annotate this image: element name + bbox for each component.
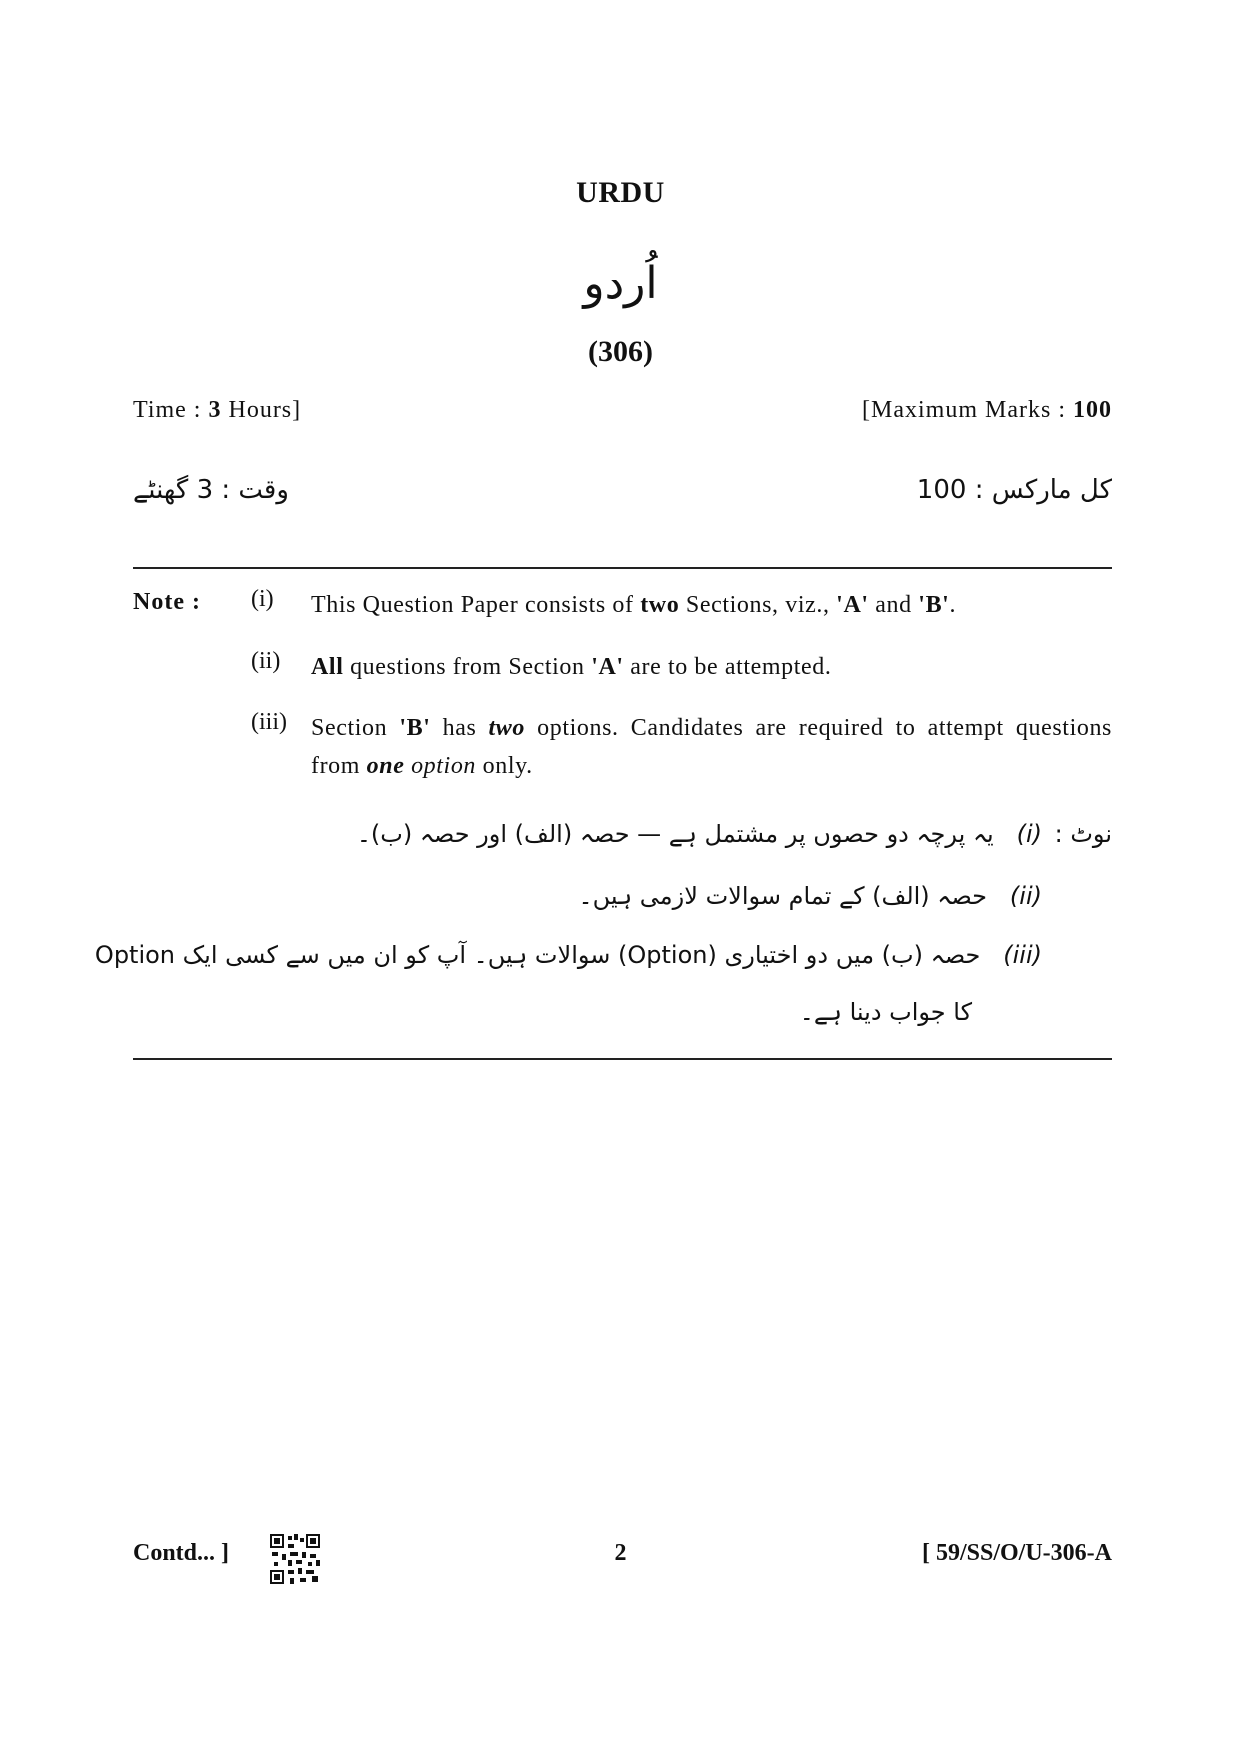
note-emphasis: 'B' — [918, 592, 950, 618]
time-suffix: Hours] — [221, 397, 302, 423]
time-allowed-urdu: وقت : 3 گھنٹے — [133, 475, 289, 505]
maximum-marks — [862, 397, 1112, 424]
note-text: has — [430, 715, 489, 741]
urdu-note-item-1 — [357, 820, 1042, 848]
note-text: Sections, viz., — [679, 592, 837, 618]
note-emphasis: two — [640, 592, 680, 618]
note-text: Section — [311, 715, 400, 741]
paper-reference-code: [ 59/SS/O/U-306-A — [921, 1540, 1112, 1566]
urdu-note-number: (ii) — [1009, 882, 1042, 910]
note-emphasis: 'A' — [836, 592, 869, 618]
urdu-note-text: حصہ (الف) کے تمام سوالات لازمی ہیں۔ — [578, 882, 988, 910]
urdu-note-item-3-continued: کا جواب دینا ہے۔ — [799, 998, 972, 1026]
divider-top — [133, 567, 1112, 569]
urdu-note-number: (iii) — [1003, 941, 1042, 969]
note-emphasis: option — [411, 753, 477, 779]
note-emphasis: 'A' — [591, 654, 624, 680]
note-item-2 — [311, 648, 1112, 686]
time-value: 3 — [208, 397, 222, 423]
time-allowed — [133, 397, 301, 424]
note-text: questions from Section — [343, 654, 592, 680]
urdu-note-item-3 — [95, 941, 1042, 969]
note-emphasis: one — [366, 753, 405, 779]
maximum-marks-urdu: کل مارکس : 100 — [916, 475, 1112, 505]
note-text: are to be attempted. — [623, 654, 832, 680]
note-text: This Question Paper consists of — [311, 592, 641, 618]
marks-value: 100 — [1073, 397, 1112, 423]
continued-marker: Contd... ] — [133, 1540, 230, 1566]
subject-title: URDU — [576, 176, 665, 209]
note-number: (ii) — [251, 648, 281, 674]
note-text: . — [949, 592, 957, 618]
note-number: (i) — [251, 586, 274, 612]
note-text: options. Candidates are required to attempt questions from — [311, 715, 1112, 779]
urdu-note-text: حصہ (ب) میں دو اختیاری (Option) سوالات ہیں۔ آپ کو ان میں سے کسی ایک Option — [94, 941, 981, 969]
note-number: (iii) — [251, 709, 287, 735]
urdu-note-label: نوٹ : — [1054, 820, 1112, 848]
marks-prefix: [Maximum Marks : — [862, 397, 1073, 423]
note-label: Note : — [133, 589, 201, 615]
urdu-note-text: یہ پرچہ دو حصوں پر مشتمل ہے — حصہ (الف) اور حصہ (ب)۔ — [356, 820, 994, 848]
note-emphasis: 'B' — [399, 715, 431, 741]
subject-title-urdu: اُردو — [583, 258, 658, 309]
note-emphasis: All — [311, 654, 344, 680]
note-item-3 — [311, 709, 1112, 785]
note-text: and — [868, 592, 919, 618]
time-prefix: Time : — [133, 397, 209, 423]
urdu-note-item-2 — [579, 882, 1042, 910]
subject-code: (306) — [588, 335, 653, 368]
page-number: 2 — [614, 1540, 627, 1566]
divider-bottom — [133, 1058, 1112, 1060]
note-emphasis: two — [488, 715, 526, 741]
note-item-1 — [311, 586, 1112, 624]
urdu-note-number: (i) — [1016, 820, 1042, 848]
note-text: only. — [476, 753, 533, 779]
urdu-notes — [94, 820, 1112, 1040]
